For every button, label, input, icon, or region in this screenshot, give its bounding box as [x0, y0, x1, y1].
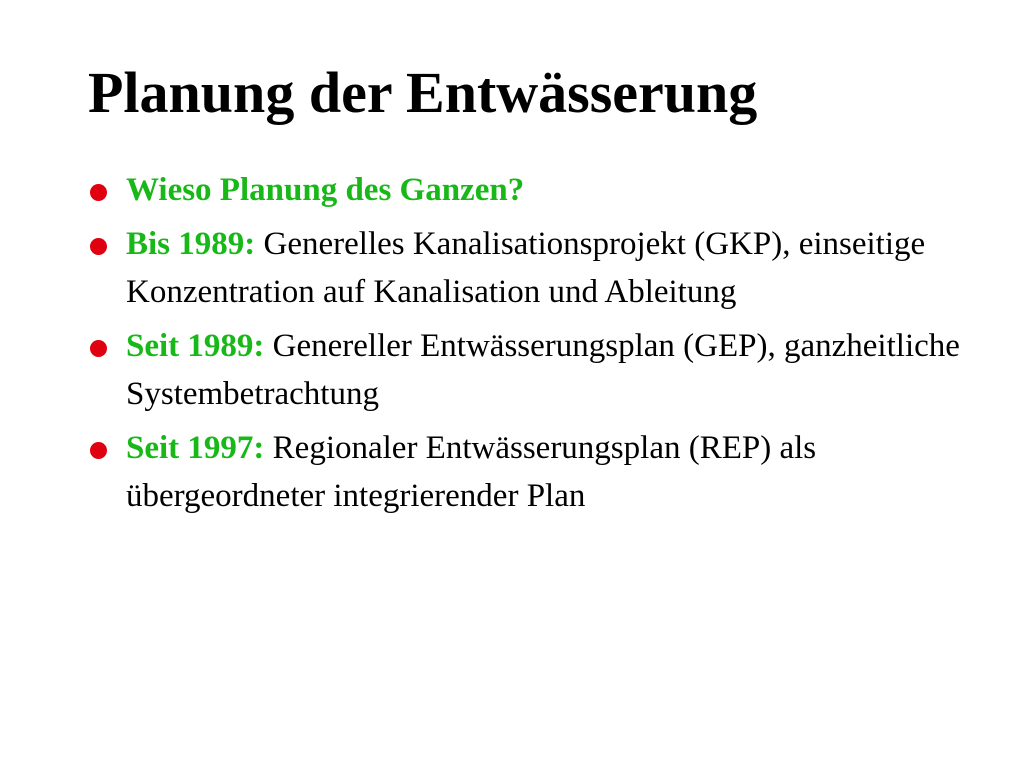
- bullet-label: Seit 1997:: [126, 430, 265, 466]
- bullet-item: [90, 166, 970, 214]
- bullet-label: Bis 1989:: [126, 226, 256, 262]
- bullet-dot-icon: [90, 340, 107, 357]
- bullet-text: Generelles Kanalisationsprojekt (GKP), einseitige Konzentration auf Kanalisation und Ableitung: [126, 226, 926, 310]
- bullet-label: Wieso Planung des Ganzen?: [126, 172, 525, 208]
- bullet-text: Regionaler Entwässerungsplan (REP) als übergeordneter integrierender Plan: [126, 430, 817, 514]
- bullet-dot-icon: [90, 184, 107, 201]
- bullet-item: [90, 220, 970, 316]
- bullet-dot-icon: [90, 238, 107, 255]
- bullet-list: [90, 166, 970, 526]
- bullet-dot-icon: [90, 442, 107, 459]
- slide-title: Planung der Entwässerung: [88, 60, 758, 125]
- bullet-text: Genereller Entwässerungsplan (GEP), ganzheitliche Systembetrachtung: [126, 328, 960, 412]
- bullet-item: [90, 424, 970, 520]
- bullet-item: [90, 322, 970, 418]
- bullet-label: Seit 1989:: [126, 328, 265, 364]
